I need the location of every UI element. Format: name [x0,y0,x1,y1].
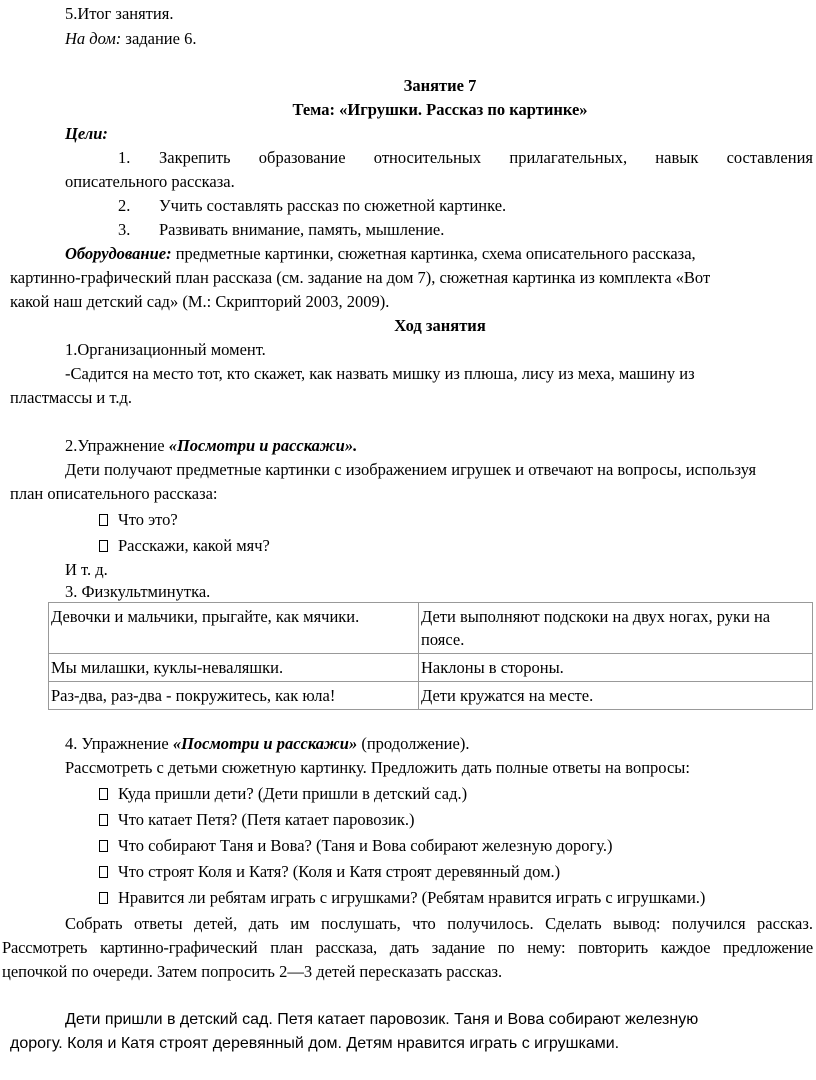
table-cell-text: Мы милашки, куклы-неваляшки. [49,654,419,682]
list-item: Что строят Коля и Катя? (Коля и Катя строят деревянный дом.) [99,860,560,884]
exercise-name: «Посмотри и расскажи». [168,436,358,455]
table-row [49,682,813,710]
section-4-para-3: цепочкой по очереди. Затем попросить 2—3 детей пересказать рассказ. [2,962,503,981]
square-bullet-icon [99,840,108,852]
section-2-title: 2.Упражнение «Посмотри и расскажи». [65,436,358,455]
list-item: Что катает Петя? (Петя катает паровозик.) [99,808,414,832]
table-cell-action: Дети кружатся на месте. [419,682,813,710]
homework-text: задание 6. [121,29,197,48]
square-bullet-icon [99,866,108,878]
goal-1-text-cont: описательного рассказа. [65,172,235,191]
table-cell-action: Наклоны в стороны. [419,654,813,682]
goal-1-num: 1. [118,148,131,167]
homework-line [65,27,196,51]
section-2-line-2: план описательного рассказа: [10,484,218,503]
square-bullet-icon [99,540,108,552]
square-bullet-icon [99,788,108,800]
section-1-line-2: пластмассы и т.д. [10,388,133,407]
section-2-etc: И т. д. [65,560,108,579]
table-cell-text: Девочки и мальчики, прыгайте, как мячики. [49,603,419,654]
goal-3-text: Развивать внимание, память, мышление. [159,220,445,239]
course-title: Ход занятия [394,316,486,335]
section-1-line-1: -Садится на место тот, кто скажет, как назвать мишку из плюша, лису из меха, машину из [65,364,695,383]
section-4-title: 4. Упражнение «Посмотри и расскажи» (продолжение). [65,734,470,753]
story-line-2: дорогу. Коля и Катя строят деревянный дом. Детям нравится играть с игрушками. [10,1035,620,1052]
square-bullet-icon [99,514,108,526]
equipment-line-2: картинно-графический план рассказа (см. задание на дом 7), сюжетная картинка из комплекта «Вот [10,268,711,287]
section-2-line-1: Дети получают предметные картинки с изображением игрушек и отвечают на вопросы, используя [65,460,757,479]
goal-1-text: Закрепить образование относительных прилагательных, навык составления [159,148,813,167]
table-row [49,603,813,654]
list-item: Что собирают Таня и Вова? (Таня и Вова собирают железную дорогу.) [99,834,613,858]
table-cell-text: Раз-два, раз-два - покружитесь, как юла! [49,682,419,710]
lesson-title: Занятие 7 [403,76,477,95]
table-row [49,654,813,682]
story-line-1: Дети пришли в детский сад. Петя катает паровозик. Таня и Вова собирают железную [65,1011,699,1028]
equipment-line-3: какой наш детский сад» (М.: Скрипторий 2003, 2009). [10,292,390,311]
list-item: Что это? [99,508,178,532]
square-bullet-icon [99,814,108,826]
goal-2-text: Учить составлять рассказ по сюжетной картинке. [159,196,507,215]
section-3-title: 3. Физкультминутка. [65,582,211,601]
goal-2-num: 2. [118,196,131,215]
equipment-label: Оборудование: [65,244,172,263]
homework-label: На дом: [65,29,122,48]
section-4-para-1: Собрать ответы детей, дать им послушать, что получилось. Сделать вывод: получился рассказ. [65,914,813,933]
fizminutka-table [48,602,813,710]
exercise-name: «Посмотри и расскажи» [172,734,358,753]
list-item: Куда пришли дети? (Дети пришли в детский сад.) [99,782,467,806]
equipment-line-1: Оборудование: предметные картинки, сюжетная картинка, схема описательного рассказа, [65,244,696,263]
goals-label: Цели: [65,124,108,143]
list-item: Нравится ли ребятам играть с игрушками? (Ребятам нравится играть с игрушками.) [99,886,705,910]
section-4-intro: Рассмотреть с детьми сюжетную картинку. Предложить дать полные ответы на вопросы: [65,758,690,777]
lesson-topic: Тема: «Игрушки. Рассказ по картинке» [292,100,588,119]
list-item: Расскажи, какой мяч? [99,534,270,558]
section-4-para-2: Рассмотреть картинно-графический план рассказа, дать задание по нему: повторить каждое предложение [2,938,813,957]
section-1-title: 1.Организационный момент. [65,340,266,359]
result-line: 5.Итог занятия. [65,4,174,23]
square-bullet-icon [99,892,108,904]
table-cell-action: Дети выполняют подскоки на двух ногах, руки на поясе. [419,603,813,654]
goal-3-num: 3. [118,220,131,239]
